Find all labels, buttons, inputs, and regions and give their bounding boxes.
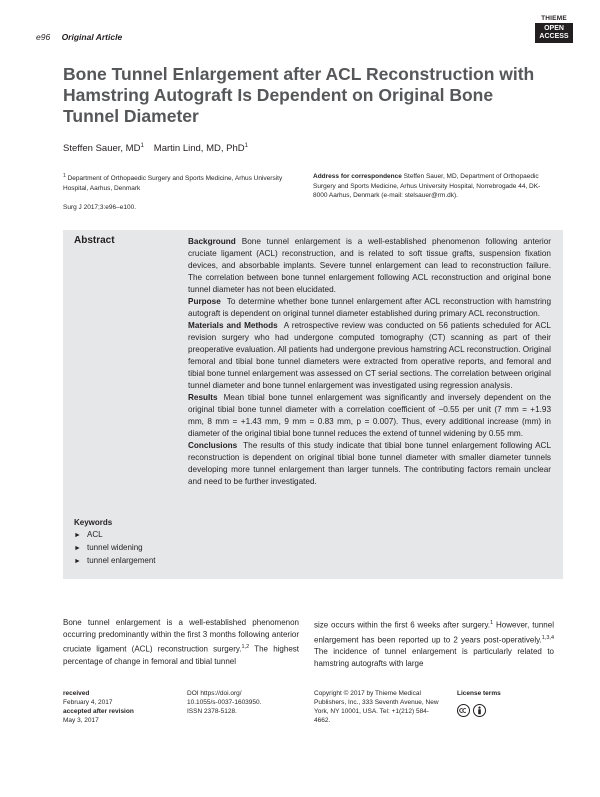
- keyword-text: tunnel enlargement: [87, 556, 156, 565]
- issn: ISSN 2378-5128.: [187, 708, 237, 715]
- received-label: received: [63, 690, 90, 697]
- badge-line-2: ACCESS: [539, 33, 569, 40]
- page-number: e96: [36, 32, 51, 42]
- doi-block: [187, 689, 297, 716]
- keywords-block: [74, 517, 156, 568]
- abstract-section: [188, 296, 551, 320]
- abstract-section-heading: Background: [188, 237, 236, 246]
- cc-by-person-icon: [473, 704, 486, 717]
- abstract-heading: Abstract: [74, 235, 115, 246]
- citation-sup: 1: [490, 620, 494, 626]
- affiliation-sup: 1: [63, 173, 66, 179]
- address-text: Steffen Sauer, MD, Department of Orthopaedic Surgery and Sports Medicine, Arhus University Hospital, Norrebrogade 44, DK-8000 Aarhus, Denmark (e-mail: stelsauer@rm.dk).: [313, 173, 541, 199]
- author-name: Martin Lind, MD, PhD: [153, 143, 245, 155]
- abstract-section-text: Mean tibial bone tunnel enlargement was significantly and inversely dependent on the original tibial bone tunnel diameter with a correlation coefficient of −0.55 per unit (7 mm = +1.93 mm, 8 mm = +1.43 mm, 9 mm = 0.83 mm, p = 0.007). Thus, every additional increase (mm) in diameter of the original tibial bone tunnel reduces the extend of tunnel widening by 0.55 mm.: [188, 393, 551, 438]
- author-list: [63, 143, 248, 154]
- accepted-label: accepted after revision: [63, 708, 134, 715]
- body-column-right: [314, 617, 554, 670]
- arrow-right-icon: ►: [74, 532, 81, 539]
- keywords-heading: Keywords: [74, 518, 113, 527]
- abstract-section-text: To determine whether bone tunnel enlargement after ACL reconstruction with hamstring autograft is dependent on original tunnel diameter established during primary ACL reconstruction.: [188, 297, 551, 318]
- doi-value[interactable]: 10.1055/s-0037-1603950.: [187, 699, 262, 706]
- citation-sup: 1,2: [241, 644, 250, 650]
- author-affil-sup: 1: [140, 143, 144, 149]
- abstract-section: [188, 440, 551, 488]
- accepted-date: May 3, 2017: [63, 717, 99, 724]
- body-text: size occurs within the first 6 weeks after surgery.: [314, 620, 491, 630]
- abstract-section-heading: Results: [188, 393, 218, 402]
- abstract-section-text: A retrospective review was conducted on 56 patients scheduled for ACL revision surgery who had undergone computed tomography (CT) scanning as part of their preoperative evaluation. All patients had undergone previous hamstring ACL reconstruction. Original femoral and tibial bone tunnel diameters were extracted from operative reports, and femoral and tibial bone tunnel enlargement was assessed on CT serial sections. The correlation between original tunnel diameter and bone tunnel enlargement was investigated using regression analysis.: [188, 321, 551, 390]
- publisher-name: THIEME: [541, 15, 567, 22]
- address-label: Address for correspondence: [313, 173, 402, 180]
- doi-line[interactable]: DOI https://doi.org/: [187, 690, 242, 697]
- article-title: Bone Tunnel Enlargement after ACL Reconstruction with Hamstring Autograft Is Dependent on Original Bone Tunnel Diameter: [63, 64, 535, 126]
- author-affil-sup: 1: [244, 143, 248, 149]
- keyword-item: [74, 529, 156, 542]
- arrow-right-icon: ►: [74, 545, 81, 552]
- received-date: February 4, 2017: [63, 699, 113, 706]
- arrow-right-icon: ►: [74, 558, 81, 565]
- keyword-item: [74, 555, 156, 568]
- badge-line-1: OPEN: [544, 25, 564, 32]
- author-name: Steffen Sauer, MD: [63, 143, 141, 155]
- abstract-section-text: The results of this study indicate that tibial bone tunnel enlargement following ACL reconstruction is dependent on original tibial bone tunnel diameter with smaller diameter tunnels developing more tunnel enlargement than larger tunnels. The contributing factors remain unclear and need to be further investigated.: [188, 441, 551, 486]
- license-block: [457, 689, 527, 717]
- keyword-text: tunnel widening: [87, 543, 143, 552]
- keyword-text: ACL: [87, 530, 103, 539]
- affiliation-text: Department of Orthopaedic Surgery and Sports Medicine, Arhus University Hospital, Aarhus, Denmark: [63, 175, 283, 192]
- correspondence-address: [313, 172, 553, 201]
- citation-sup: 1,3,4: [541, 634, 554, 641]
- affiliation: [63, 172, 295, 193]
- abstract-section: [188, 320, 551, 392]
- abstract-section-text: Bone tunnel enlargement is a well-established phenomenon following anterior cruciate ligament (ACL) reconstruction, and is related to soft tissue grafts, suspension fixation devices, and absorbable implants. Severe tunnel enlargement can lead to reconstruction failure. The correlation between bone tunnel enlargement following ACL reconstruction and original bone tunnel diameter has not been elucidated.: [188, 237, 551, 294]
- open-access-badge: [535, 23, 573, 43]
- keyword-item: [74, 542, 156, 555]
- thieme-open-access-logo: [535, 15, 573, 43]
- abstract-section-heading: Purpose: [188, 297, 221, 306]
- cc-icons: [457, 704, 527, 717]
- body-text: The incidence of tunnel enlargement is particularly related to hamstring autografts with large: [314, 647, 554, 669]
- abstract-body: [188, 236, 551, 488]
- abstract-section: [188, 392, 551, 440]
- copyright: Copyright © 2017 by Thieme Medical Publishers, Inc., 333 Seventh Avenue, New York, NY 10001, USA. Tel: +1(212) 584-4662.: [314, 690, 439, 724]
- body-text: The highest percentage of change in femoral and tibial tunnel: [63, 644, 299, 666]
- received-dates: [63, 689, 173, 725]
- cc-icon: [457, 704, 470, 717]
- running-header: [36, 32, 122, 42]
- journal-citation: Surg J 2017;3:e96–e100.: [63, 204, 137, 211]
- section-label: Original Article: [61, 32, 123, 42]
- body-text: However, tunnel enlargement has been reported up to 2 years post-operatively.: [314, 620, 554, 645]
- abstract-section-heading: Materials and Methods: [188, 321, 278, 330]
- body-column-left: [63, 617, 299, 668]
- body-text: Bone tunnel enlargement is a well-established phenomenon occurring predominantly within the first 3 months following anterior cruciate ligament (ACL) reconstruction surgery.: [63, 618, 299, 654]
- abstract-section: [188, 236, 551, 296]
- license-label[interactable]: License terms: [457, 690, 501, 697]
- abstract-section-heading: Conclusions: [188, 441, 238, 450]
